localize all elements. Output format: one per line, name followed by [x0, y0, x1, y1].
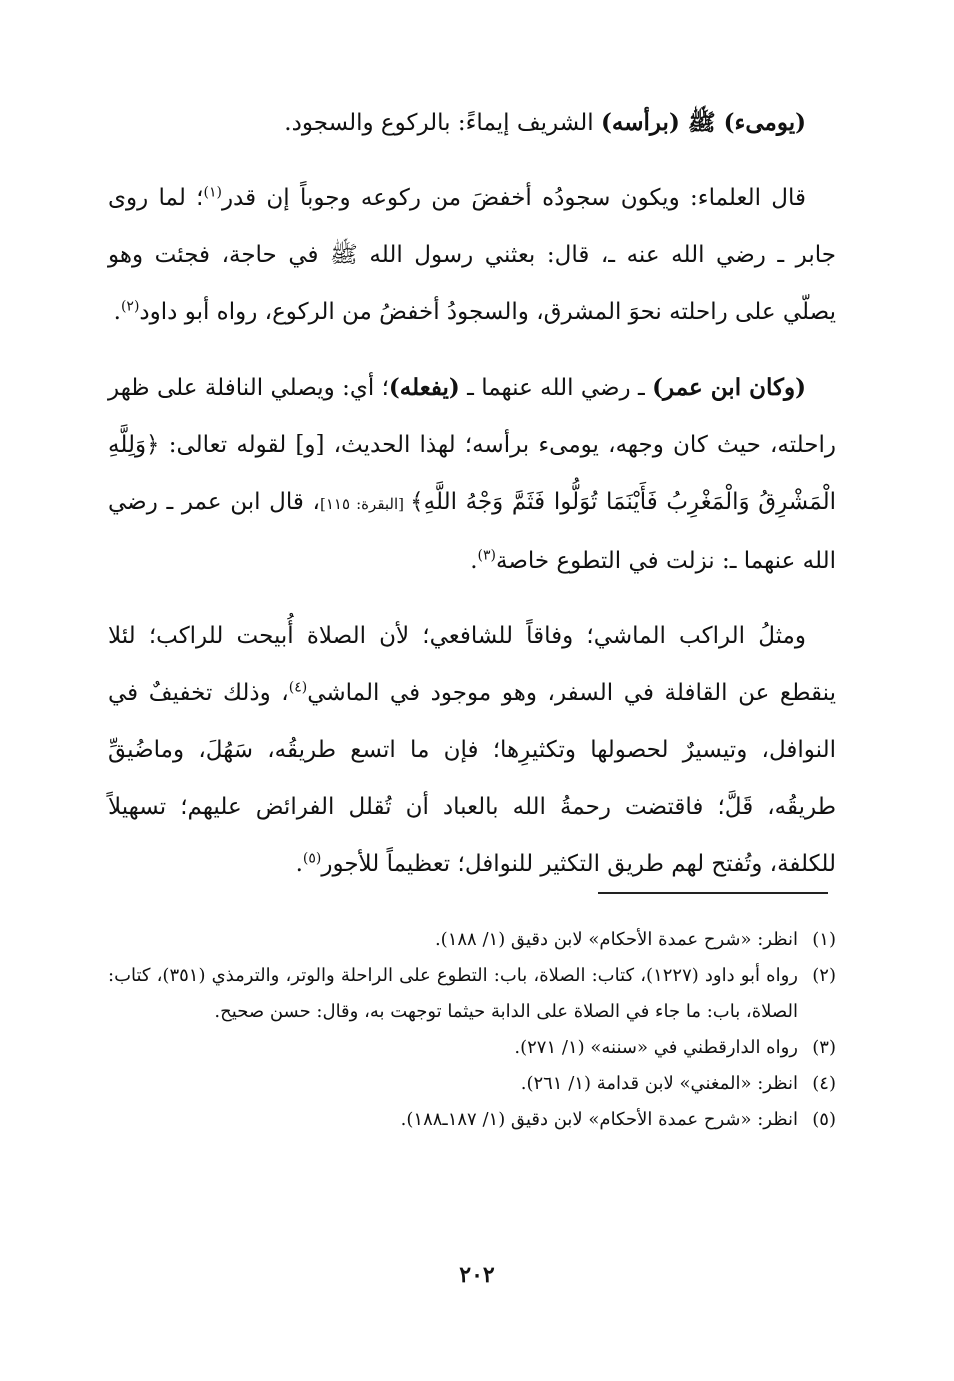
main-text	[108, 94, 836, 893]
footnote-text: رواه الدارقطني في «سننه» (١/ ٢٧١).	[514, 1037, 798, 1058]
footnote-text: رواه أبو داود (١٢٢٧)، كتاب: الصلاة، باب: التطوع على الراحلة والوتر، والترمذي (٣٥١)، كتاب: الصلاة، باب: ما جاء في الصلاة على الدابة حيثما توجهت به، وقال: حسن صحيح.	[108, 965, 798, 1022]
footnote-5	[108, 1102, 836, 1138]
footnote-ref-3: (٣)	[477, 547, 496, 564]
footnote-number: (٥)	[812, 1109, 836, 1130]
text-run: ؛ لما روى جابر ـ رضي الله عنه ـ، قال: بعثني رسول الله ﷺ في حاجة، فجئت وهو يصلّي على راحلته نحوَ المشرق، والسجودُ أخفضُ من الركوع، رواه أبو داود	[108, 185, 836, 325]
footnote-ref-4: (٤)	[288, 679, 308, 696]
text-run: الشريف إيماءً: بالركوع والسجود.	[284, 110, 601, 136]
footnote-text: انظر: «شرح عمدة الأحكام» لابن دقيق (١/ ١٨٨).	[434, 929, 798, 950]
page-number: ٢٠٢	[459, 1262, 495, 1288]
paragraph-1	[108, 94, 836, 152]
bold-phrase: (يفعله)	[388, 374, 460, 401]
text-run: ؛ أي: ويصلي النافلة على ظهر راحلته، حيث كان وجهه، يومىء برأسه؛ لهذا الحديث، [و] لقوله تعالى:	[108, 375, 836, 458]
footnote-2	[108, 958, 836, 1030]
bold-phrase: (يومىء) ﷺ (برأسه)	[600, 109, 806, 136]
footnote-text: انظر: «شرح عمدة الأحكام» لابن دقيق (١/ ١٨٧ـ١٨٨).	[400, 1109, 798, 1130]
text-run: ، قال ابن عمر ـ رضي الله عنهما ـ: نزلت في التطوع خاصة	[108, 489, 836, 574]
quran-verse: ﴿وَلِلَّهِ الْمَشْرِقُ وَالْمَغْرِبُ فَأَيْنَمَا تُوَلُّوا فَثَمَّ وَجْهُ اللَّهِ﴾	[108, 432, 836, 515]
verse-reference: [البقرة: ١١٥]	[319, 495, 411, 513]
footnote-number: (٢)	[812, 965, 836, 986]
footnote-ref-1: (١)	[203, 184, 222, 201]
footnote-ref-5: (٥)	[302, 850, 322, 867]
text-run: ـ رضي الله عنهما ـ	[459, 375, 653, 401]
bold-phrase: (وكان ابن عمر)	[652, 374, 806, 401]
text-run: .	[470, 548, 478, 574]
text-run: .	[295, 851, 303, 877]
footnote-separator	[598, 892, 828, 894]
footnote-number: (٣)	[812, 1037, 836, 1058]
footnote-1	[108, 922, 836, 958]
text-run: .	[113, 299, 121, 325]
text-run: ، وذلك تخفيفٌ في النوافل، وتيسيرٌ لحصولها وتكثيرِها؛ فإن ما اتسع طريقُه، سَهُلَ، وماضُيقِّ طريقُه، قَلَّ؛ فاقتضت رحمةُ الله بالعباد أن تُقلل الفرائض عليهم؛ تسهيلاً للكلفة، وتُفتح لهم طريق التكثير للنوافل؛ تعظيماً للأجور	[108, 680, 836, 877]
footnote-3	[108, 1030, 836, 1066]
footnote-4	[108, 1066, 836, 1102]
text-run: ومثلُ الراكب الماشي؛ وفاقاً للشافعي؛ لأن الصلاة أُبيحت للراكب؛ لئلا ينقطع عن القافلة في السفر، وهو موجود في الماشي	[108, 623, 836, 706]
paragraph-2	[108, 170, 836, 341]
footnotes	[108, 922, 836, 1138]
footnote-text: انظر: «المغني» لابن قدامة (١/ ٢٦١).	[520, 1073, 798, 1094]
footnote-number: (١)	[812, 929, 836, 950]
footnote-ref-2: (٢)	[120, 298, 140, 315]
text-run: قال العلماء: ويكون سجودُه أخفضَ من ركوعه وجوباً إن قدر	[221, 185, 807, 211]
footnote-number: (٤)	[812, 1073, 836, 1094]
paragraph-3	[108, 359, 836, 590]
paragraph-4	[108, 608, 836, 893]
